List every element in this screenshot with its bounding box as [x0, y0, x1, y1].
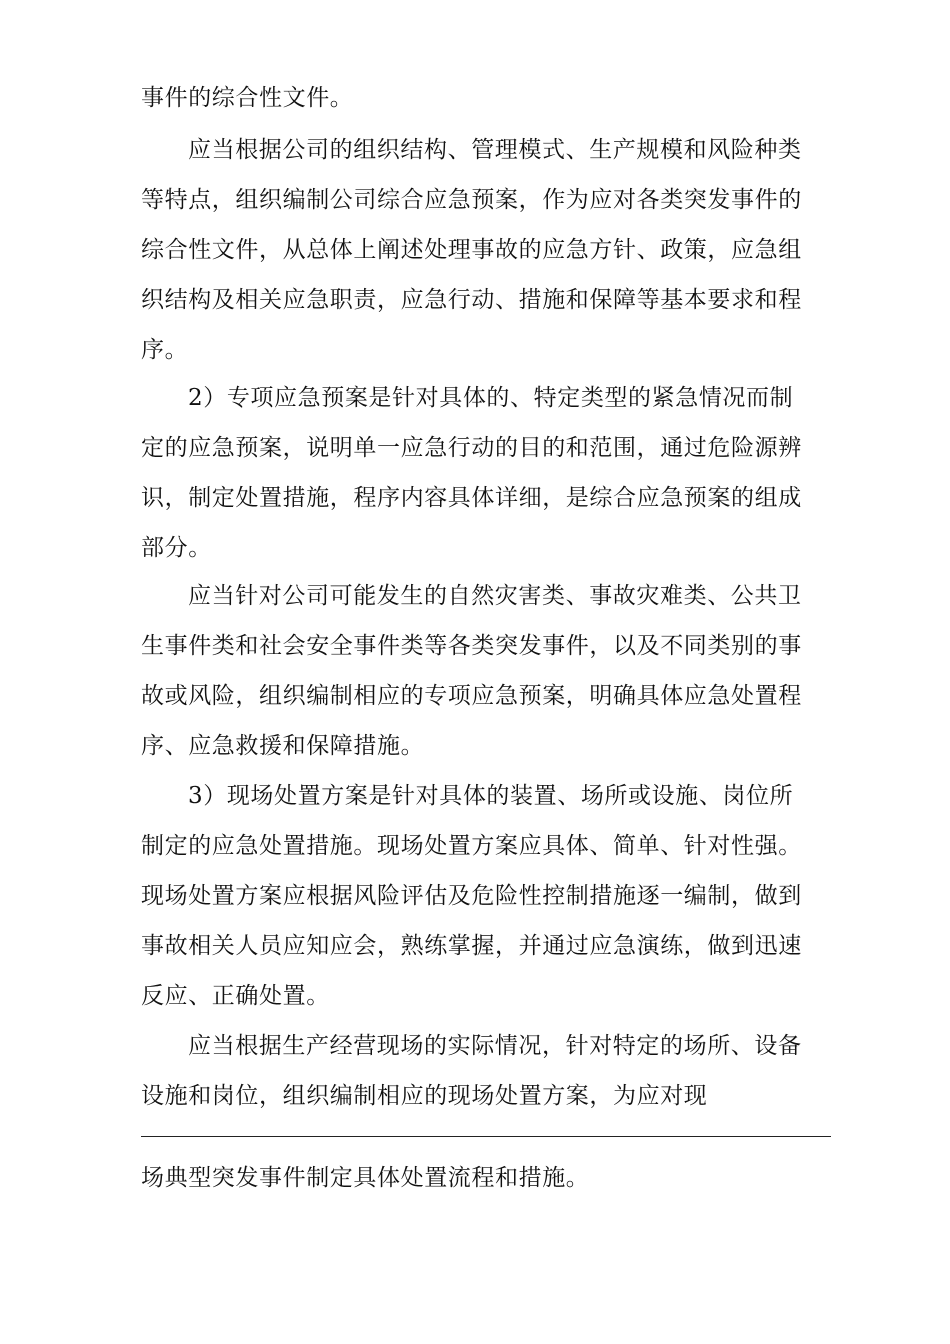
- text-line: 故或风险，组织编制相应的专项应急预案，明确具体应急处置程: [141, 683, 802, 709]
- text-line: 事故相关人员应知应会，熟练掌握，并通过应急演练，做到迅速: [141, 933, 802, 959]
- text-line: 事件的综合性文件。: [141, 85, 354, 111]
- text-line: 应当根据公司的组织结构、管理模式、生产规模和风险种类: [188, 137, 802, 163]
- text-line: 部分。: [141, 535, 212, 561]
- text-line: 序。: [141, 337, 189, 363]
- paragraph-2: [141, 125, 841, 375]
- text-line: 综合性文件，从总体上阐述处理事故的应急方针、政策，应急组: [141, 237, 802, 263]
- paragraph-5: [141, 771, 841, 1021]
- paragraph-6: [141, 1021, 841, 1121]
- paragraph-3: [141, 373, 841, 573]
- footnote-divider: [141, 1136, 831, 1137]
- text-line: 识，制定处置措施，程序内容具体详细，是综合应急预案的组成: [141, 485, 802, 511]
- text-line: 生事件类和社会安全事件类等各类突发事件，以及不同类别的事: [141, 633, 802, 659]
- text-line: 现场处置方案应根据风险评估及危险性控制措施逐一编制，做到: [141, 883, 802, 909]
- text-line: 2）专项应急预案是针对具体的、特定类型的紧急情况而制: [188, 385, 794, 411]
- paragraph-1: [141, 73, 841, 123]
- text-line: 序、应急救援和保障措施。: [141, 733, 425, 759]
- text-line: 定的应急预案，说明单一应急行动的目的和范围，通过危险源辨: [141, 435, 802, 461]
- text-line: 应当针对公司可能发生的自然灾害类、事故灾难类、公共卫: [188, 583, 802, 609]
- text-line: 场典型突发事件制定具体处置流程和措施。: [141, 1165, 590, 1191]
- text-line: 3）现场处置方案是针对具体的装置、场所或设施、岗位所: [188, 783, 794, 809]
- text-line: 制定的应急处置措施。现场处置方案应具体、简单、针对性强。: [141, 833, 802, 859]
- paragraph-4: [141, 571, 841, 771]
- text-line: 应当根据生产经营现场的实际情况，针对特定的场所、设备: [188, 1033, 802, 1059]
- text-line: 织结构及相关应急职责，应急行动、措施和保障等基本要求和程: [141, 287, 802, 313]
- footnote-text: [141, 1153, 841, 1203]
- text-line: 设施和岗位，组织编制相应的现场处置方案，为应对现: [141, 1083, 708, 1109]
- text-line: 等特点，组织编制公司综合应急预案，作为应对各类突发事件的: [141, 187, 802, 213]
- text-line: 反应、正确处置。: [141, 983, 330, 1009]
